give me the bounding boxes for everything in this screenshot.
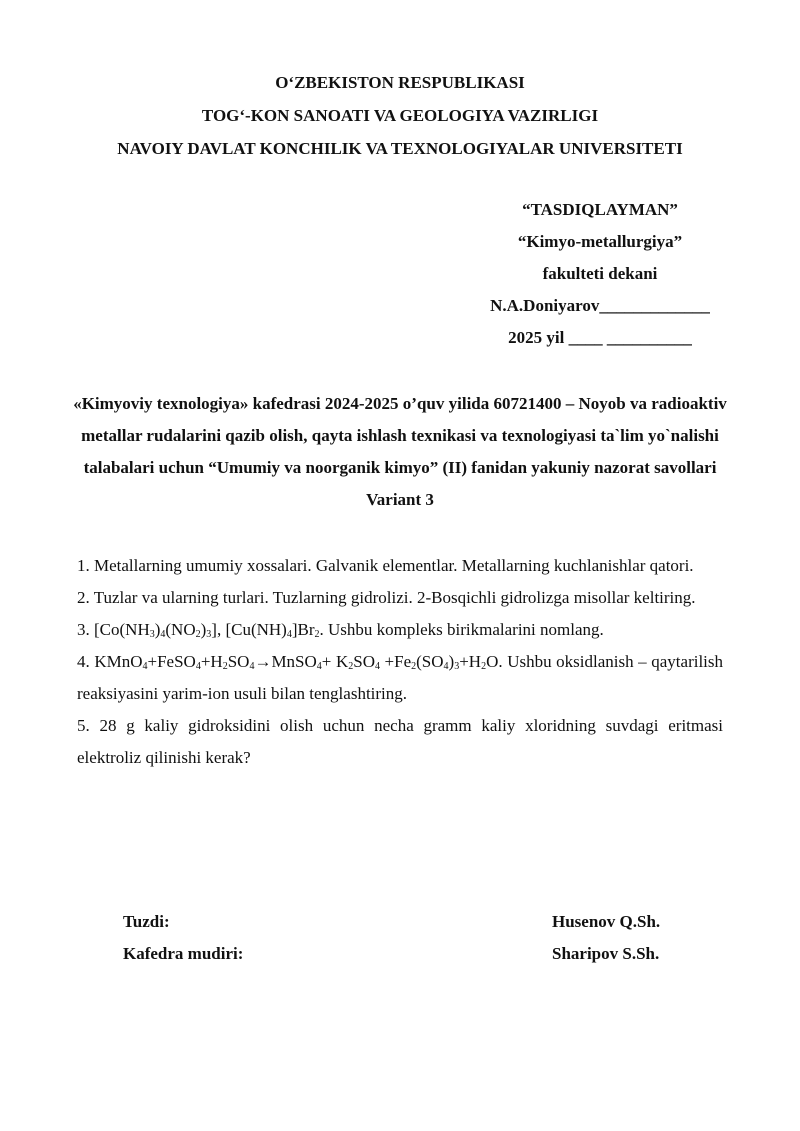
header-line-ministry: TOG‘-KON SANOATI VA GEOLOGIYA VAZIRLIGI xyxy=(201,106,599,125)
question-3-formula-b: $[Cu(NH)_4]Br_2$ xyxy=(225,620,320,640)
document-title xyxy=(70,388,730,516)
question-3-text: Ushbu kompleks birikmalarini nomlang. xyxy=(328,620,604,639)
question-4-reaction: $KMnO_4+FeSO_4+H_2SO_4\to MnSO_4+ K_2SO_4 +Fe_2(SO_4)_3+H_2O$ xyxy=(94,652,499,672)
document-title-text: «Kimyoviy texnologiya» kafedrasi 2024-2025 o’quv yilida 60721400 – Noyob va radioaktiv metallar rudalarini qazib olish, qayta ishlash texnikasi va texnologiyasi ta`lim yo`nalishi talabalari uchun “Umumiy va noorganik kimyo” (II) fanidan yakuniy nazorat savollari xyxy=(73,394,727,477)
question-4-number: 4. xyxy=(77,652,90,671)
question-3-separator: , xyxy=(216,620,226,639)
question-3-number: 3. xyxy=(77,620,90,639)
question-4 xyxy=(77,646,723,710)
question-4-dot: . xyxy=(498,652,508,671)
compiled-label: Tuzdi: xyxy=(123,912,170,931)
question-1: 1. Metallarning umumiy xossalari. Galvanik elementlar. Metallarning kuchlanishlar qatori. xyxy=(77,556,694,575)
approval-date: 2025 yil ____ __________ xyxy=(508,328,692,347)
question-3-formula-a: $[Co(NH_3)_4(NO_2)_3]$ xyxy=(94,620,217,640)
header-line-university: NAVOIY DAVLAT KONCHILIK VA TEXNOLOGIYALAR UNIVERSITETI xyxy=(117,139,683,158)
question-2: 2. Tuzlar va ularning turlari. Tuzlarning gidrolizi. 2-Bosqichli gidrolizga misollar keltiring. xyxy=(77,588,696,607)
signature-block xyxy=(123,906,683,970)
approval-faculty: “Kimyo-metallurgiya” xyxy=(517,232,683,251)
approval-block xyxy=(470,194,730,354)
signature-row-head xyxy=(123,938,683,970)
question-3-dot: . xyxy=(319,620,329,639)
question-list xyxy=(77,550,723,774)
question-5: 5. 28 g kaliy gidroksidini olish uchun necha gramm kaliy xloridning suvdagi eritmasi elektroliz qilinishi kerak? xyxy=(77,716,723,767)
question-4-text: Ushbu oksidlanish – qaytarilish reaksiyasini yarim-ion usuli bilan tenglashtiring. xyxy=(77,652,724,703)
approval-position: fakulteti dekani xyxy=(542,264,658,283)
compiled-name: Husenov Q.Sh. xyxy=(552,912,661,931)
head-label: Kafedra mudiri: xyxy=(123,944,244,963)
variant-label: Variant 3 xyxy=(366,490,434,509)
ministry-header xyxy=(0,66,800,165)
approval-title: “TASDIQLAYMAN” xyxy=(522,200,678,219)
signature-row-compiled xyxy=(123,906,683,938)
head-name: Sharipov S.Sh. xyxy=(552,944,660,963)
header-line-republic: O‘ZBEKISTON RESPUBLIKASI xyxy=(275,73,525,92)
question-3 xyxy=(77,614,723,646)
approval-signer: N.A.Doniyarov_____________ xyxy=(490,296,710,315)
